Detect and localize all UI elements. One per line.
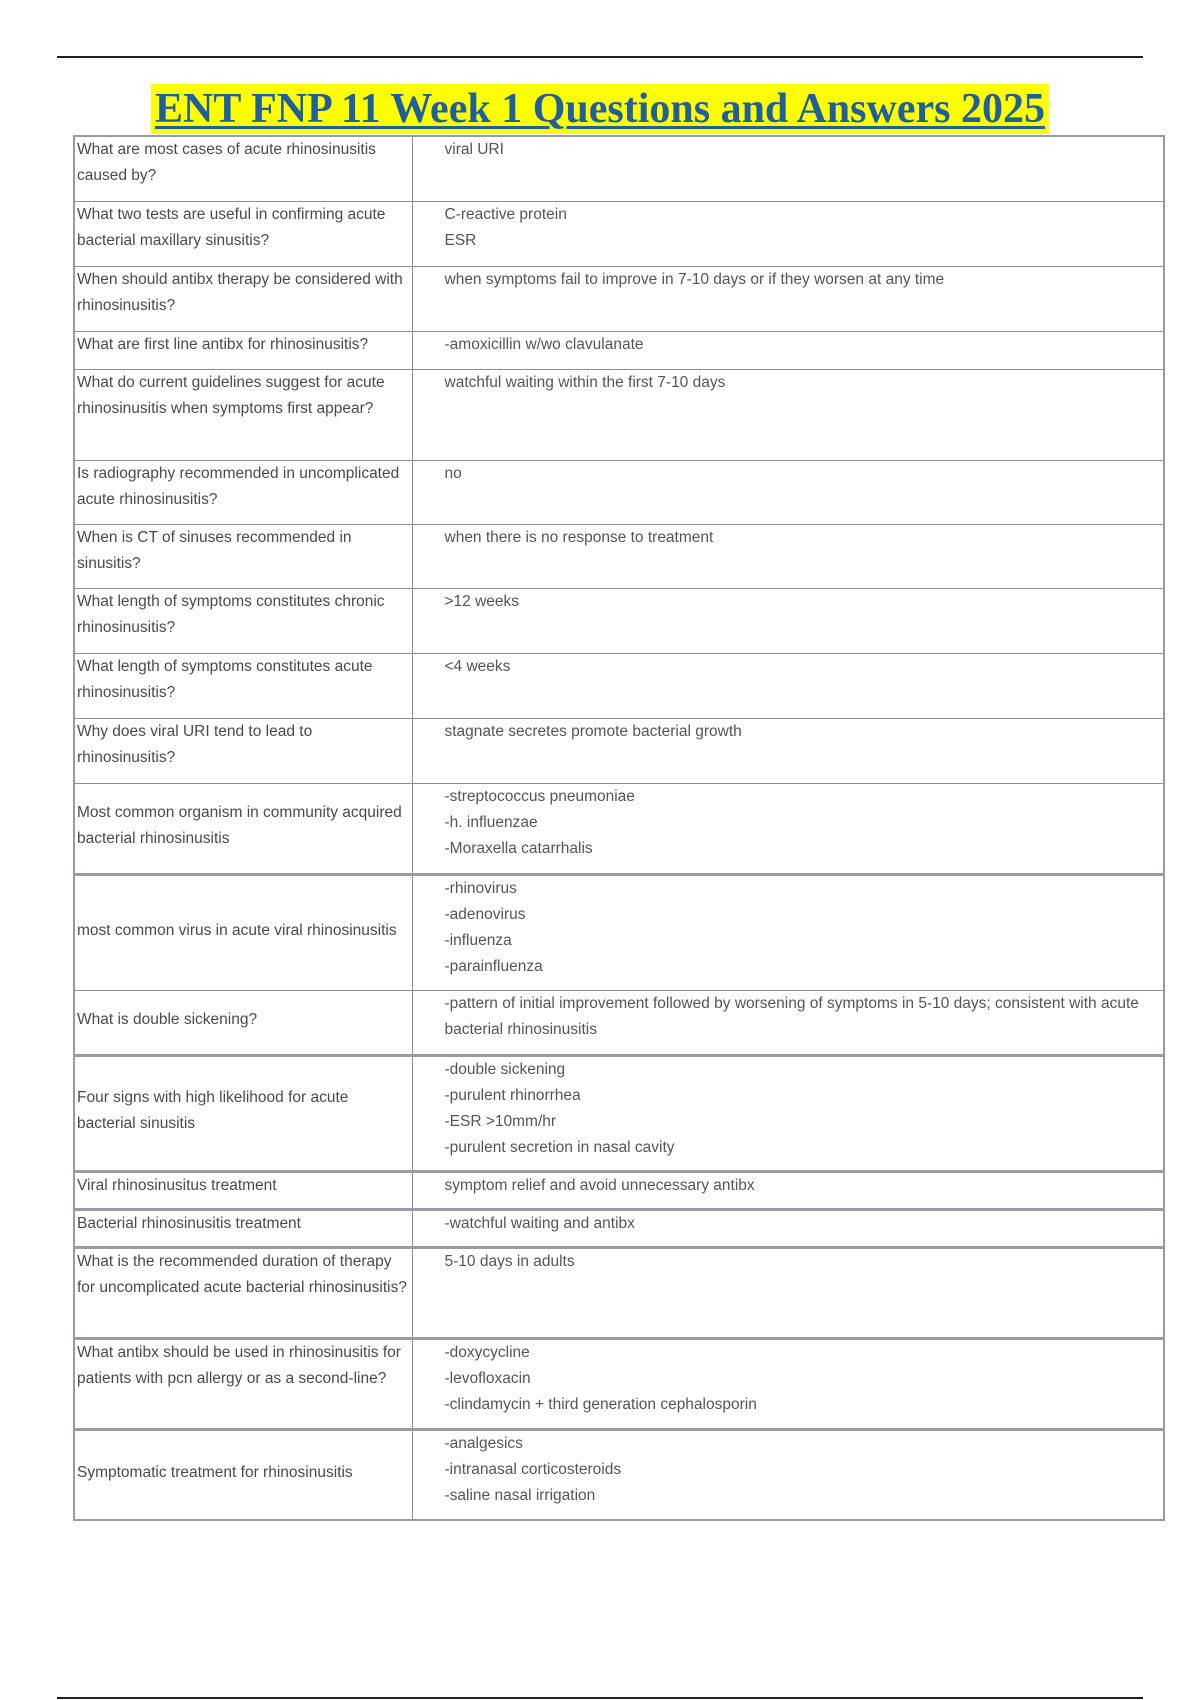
table-row <box>74 136 1164 201</box>
question-cell: What do current guidelines suggest for acute rhinosinusitis when symptoms first appear? <box>74 369 412 460</box>
table-row <box>74 783 1164 874</box>
answer-cell: when symptoms fail to improve in 7-10 days or if they worsen at any time <box>412 266 1164 331</box>
table-row <box>74 1055 1164 1171</box>
table-row <box>74 1429 1164 1520</box>
table-row <box>74 1209 1164 1247</box>
question-cell: When is CT of sinuses recommended in sinusitis? <box>74 524 412 588</box>
table-row <box>74 718 1164 783</box>
question-cell: What length of symptoms constitutes chronic rhinosinusitis? <box>74 588 412 653</box>
question-cell: What antibx should be used in rhinosinusitis for patients with pcn allergy or as a second-line? <box>74 1338 412 1429</box>
question-cell: Most common organism in community acquired bacterial rhinosinusitis <box>74 783 412 874</box>
table-row <box>74 653 1164 718</box>
answer-cell: no <box>412 460 1164 524</box>
top-rule <box>57 56 1143 58</box>
question-cell: Bacterial rhinosinusitis treatment <box>74 1209 412 1247</box>
answer-cell: -amoxicillin w/wo clavulanate <box>412 331 1164 369</box>
question-cell: What are first line antibx for rhinosinusitis? <box>74 331 412 369</box>
answer-cell: -doxycycline -levofloxacin -clindamycin + third generation cephalosporin <box>412 1338 1164 1429</box>
table-row <box>74 588 1164 653</box>
answer-cell: -pattern of initial improvement followed by worsening of symptoms in 5-10 days; consistent with acute bacterial rhinosinusitis <box>412 990 1164 1055</box>
table-row <box>74 1171 1164 1209</box>
question-cell: What are most cases of acute rhinosinusitis caused by? <box>74 136 412 201</box>
answer-cell: when there is no response to treatment <box>412 524 1164 588</box>
answer-cell: -analgesics -intranasal corticosteroids -saline nasal irrigation <box>412 1429 1164 1520</box>
table-row <box>74 369 1164 460</box>
table-row <box>74 266 1164 331</box>
answer-cell: C-reactive protein ESR <box>412 201 1164 266</box>
qa-table <box>73 135 1165 1521</box>
table-row <box>74 874 1164 990</box>
question-cell: What is double sickening? <box>74 990 412 1055</box>
answer-cell: watchful waiting within the first 7-10 days <box>412 369 1164 460</box>
table-row <box>74 524 1164 588</box>
question-cell: Symptomatic treatment for rhinosinusitis <box>74 1429 412 1520</box>
answer-cell: -watchful waiting and antibx <box>412 1209 1164 1247</box>
table-row <box>74 990 1164 1055</box>
table-row <box>74 201 1164 266</box>
question-cell: Why does viral URI tend to lead to rhinosinusitis? <box>74 718 412 783</box>
question-cell: Four signs with high likelihood for acute bacterial sinusitis <box>74 1055 412 1171</box>
bottom-rule <box>57 1697 1143 1699</box>
question-cell: What is the recommended duration of therapy for uncomplicated acute bacterial rhinosinusitis? <box>74 1247 412 1338</box>
answer-cell: -rhinovirus -adenovirus -influenza -parainfluenza <box>412 874 1164 990</box>
answer-cell: >12 weeks <box>412 588 1164 653</box>
question-cell: Viral rhinosinusitus treatment <box>74 1171 412 1209</box>
answer-cell: symptom relief and avoid unnecessary antibx <box>412 1171 1164 1209</box>
table-row <box>74 460 1164 524</box>
table-row <box>74 331 1164 369</box>
table-row <box>74 1338 1164 1429</box>
answer-cell: <4 weeks <box>412 653 1164 718</box>
answer-cell: -streptococcus pneumoniae -h. influenzae -Moraxella catarrhalis <box>412 783 1164 874</box>
question-cell: What length of symptoms constitutes acute rhinosinusitis? <box>74 653 412 718</box>
title-container <box>0 84 1200 134</box>
answer-cell: 5-10 days in adults <box>412 1247 1164 1338</box>
answer-cell: -double sickening -purulent rhinorrhea -ESR >10mm/hr -purulent secretion in nasal cavity <box>412 1055 1164 1171</box>
question-cell: Is radiography recommended in uncomplicated acute rhinosinusitis? <box>74 460 412 524</box>
question-cell: When should antibx therapy be considered with rhinosinusitis? <box>74 266 412 331</box>
table-row <box>74 1247 1164 1338</box>
answer-cell: viral URI <box>412 136 1164 201</box>
question-cell: most common virus in acute viral rhinosinusitis <box>74 874 412 990</box>
page-title: ENT FNP 11 Week 1 Questions and Answers 2025 <box>151 84 1049 134</box>
question-cell: What two tests are useful in confirming acute bacterial maxillary sinusitis? <box>74 201 412 266</box>
answer-cell: stagnate secretes promote bacterial growth <box>412 718 1164 783</box>
